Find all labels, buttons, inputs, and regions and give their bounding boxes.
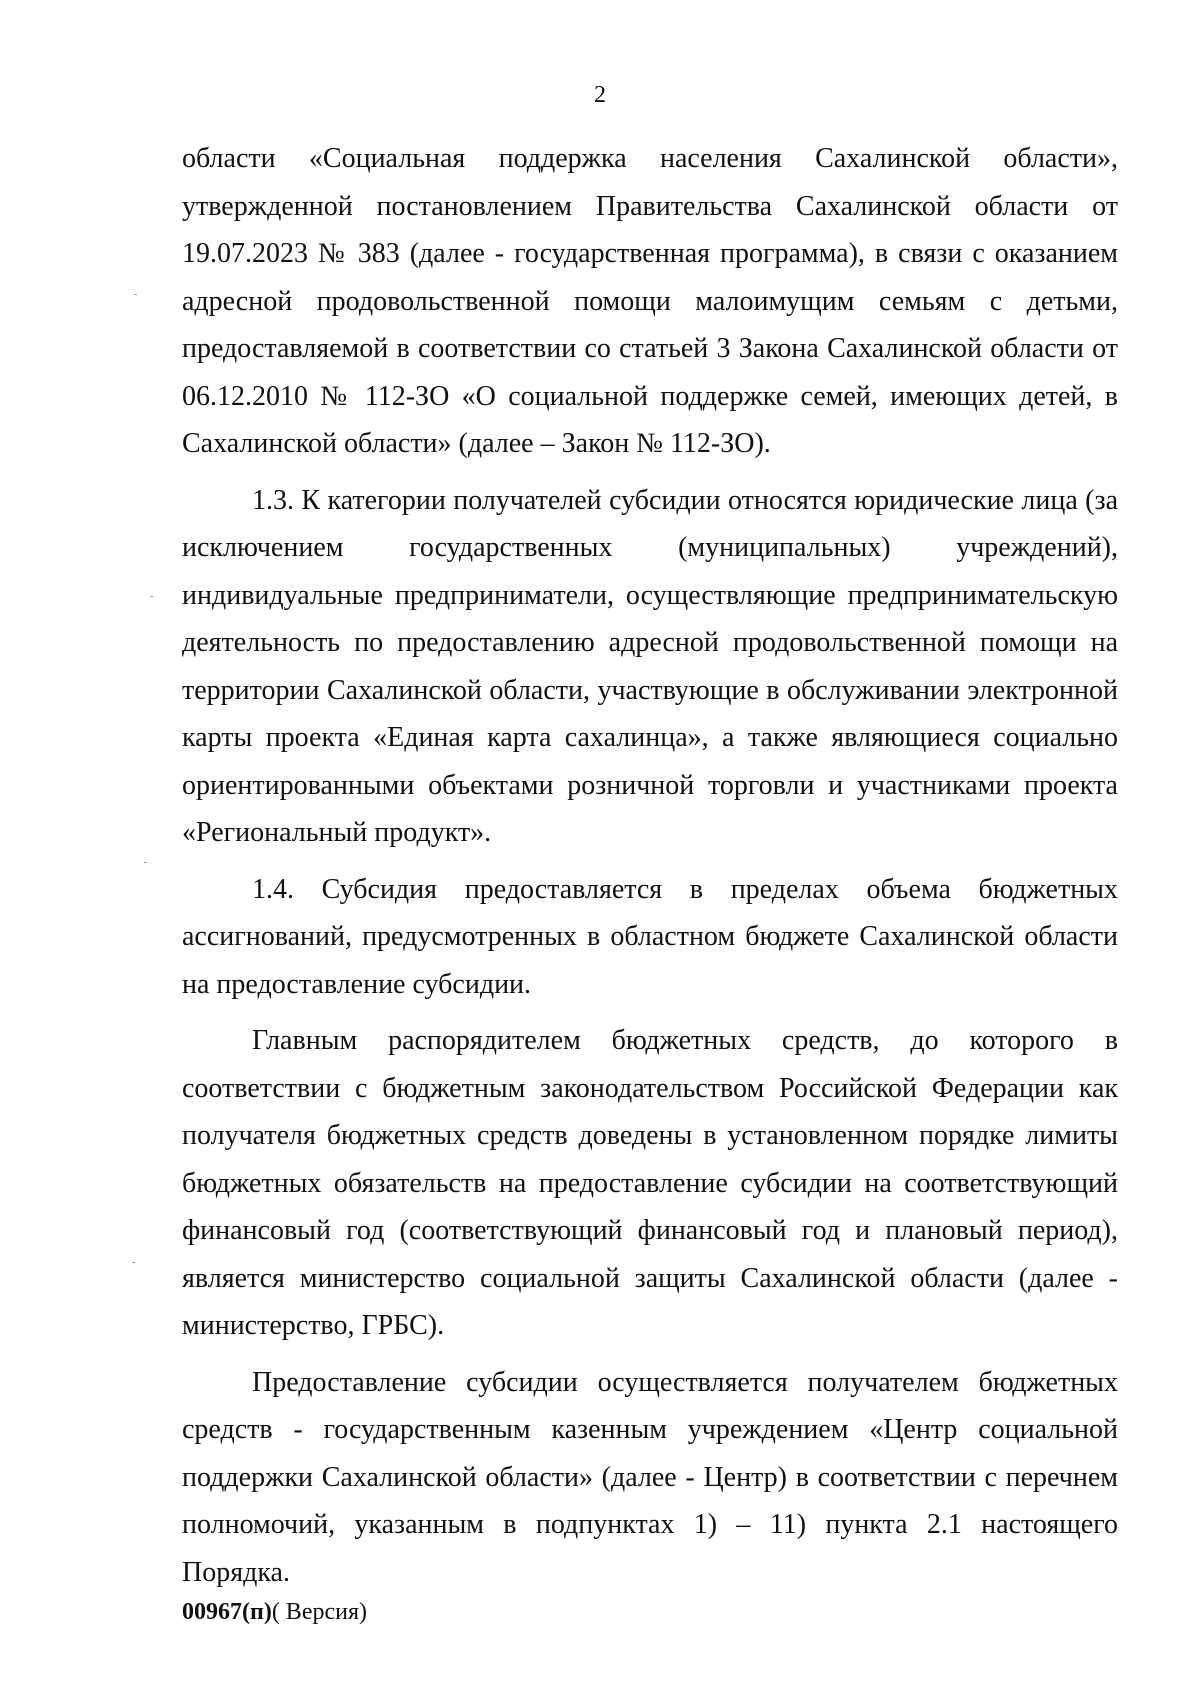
scan-artifact — [134, 294, 137, 295]
scan-artifact — [150, 596, 153, 597]
document-code: 00967(п) — [182, 1599, 272, 1625]
paragraph-1-continuation: области «Социальная поддержка населения Сахалинской области», утвержденной постановлением Правительства Сахалинской области от 19.07.2023 № 383 (далее - государственная программа), в связи с оказанием адресной продовольственной помощи малоимущим семьям с детьми, предоставляемой в соответствии со статьей 3 Закона Сахалинской области от 06.12.2010 № 112-ЗО «О социальной поддержке семей, имеющих детей, в Сахалинской области» (далее – Закон № 112-ЗО). — [182, 143, 1118, 459]
paragraph-1-4: 1.4. Субсидия предоставляется в пределах объема бюджетных ассигнований, предусмотренных в областном бюджете Сахалинской области на предоставление субсидии. — [182, 873, 1118, 1000]
scan-artifact — [132, 1262, 135, 1263]
scan-artifact — [144, 862, 147, 863]
document-body — [182, 135, 1118, 1596]
document-version: ( Версия) — [271, 1599, 367, 1625]
paragraph-main-distributor: Главным распорядителем бюджетных средств, до которого в соответствии с бюджетным законодательством Российской Федерации как получателя бюджетных средств доведены в установленном порядке лимиты бюджетных обязательств на предоставление субсидии на соответствующий финансовый год (соответствующий финансовый год и плановый период), является министерство социальной защиты Сахалинской области (далее - министерство, ГРБС). — [182, 1025, 1118, 1341]
paragraph-1-3: 1.3. К категории получателей субсидии относятся юридические лица (за исключением государственных (муниципальных) учреждений), индивидуальные предприниматели, осуществляющие предпринимательскую деятельность по предоставлению адресной продовольственной помощи на территории Сахалинской области, участвующие в обслуживании электронной карты проекта «Единая карта сахалинца», а также являющиеся социально ориентированными объектами розничной торговли и участниками проекта «Региональный продукт». — [182, 484, 1118, 848]
page-number: 2 — [594, 82, 606, 108]
document-footer — [182, 1597, 367, 1627]
paragraph-subsidy-provision: Предоставление субсидии осуществляется получателем бюджетных средств - государственным казенным учреждением «Центр социальной поддержки Сахалинской области» (далее - Центр) в соответствии с перечнем полномочий, указанным в подпунктах 1) – 11) пункта 2.1 настоящего Порядка. — [182, 1366, 1118, 1588]
